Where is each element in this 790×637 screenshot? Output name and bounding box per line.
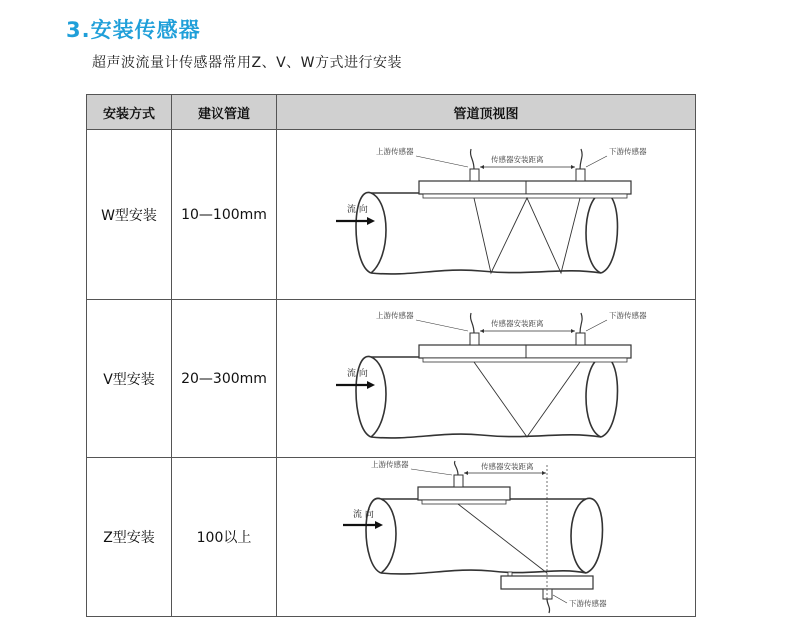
pipe-cell: 100以上 (172, 458, 277, 617)
w-install-diagram (331, 145, 647, 285)
distance-label: 传感器安装距离 (481, 462, 534, 471)
z-install-diagram (331, 461, 641, 613)
pipe-cell: 20—300mm (172, 300, 277, 458)
header-method: 安装方式 (87, 95, 172, 130)
table-row-v (87, 300, 696, 458)
upstream-label: 上游传感器 (371, 460, 409, 469)
distance-label: 传感器安装距离 (491, 154, 544, 164)
flow-label: 流 向 (347, 204, 368, 215)
table-row-z (87, 458, 696, 617)
diagram-cell-w (277, 130, 696, 300)
diagram-cell-z (277, 458, 696, 617)
downstream-label: 下游传感器 (609, 310, 647, 320)
method-cell: W型安装 (87, 130, 172, 300)
diagram-cell-v (277, 300, 696, 458)
distance-label: 传感器安装距离 (491, 318, 544, 328)
downstream-label: 下游传感器 (609, 146, 647, 156)
method-cell: V型安装 (87, 300, 172, 458)
header-top-view: 管道顶视图 (277, 95, 696, 130)
table-header-row (87, 95, 696, 130)
v-install-diagram (331, 309, 647, 449)
flow-label: 流 向 (347, 368, 368, 379)
flow-label: 流 向 (353, 510, 374, 520)
table-row-w (87, 130, 696, 300)
upstream-label: 上游传感器 (376, 146, 414, 156)
upstream-label: 上游传感器 (376, 310, 414, 320)
section-heading: 3.安装传感器 (66, 18, 201, 42)
method-cell: Z型安装 (87, 458, 172, 617)
installation-table (86, 94, 696, 617)
section-subtitle: 超声波流量计传感器常用Z、V、W方式进行安装 (92, 55, 403, 71)
header-pipe: 建议管道 (172, 95, 277, 130)
pipe-cell: 10—100mm (172, 130, 277, 300)
downstream-label: 下游传感器 (569, 599, 607, 608)
